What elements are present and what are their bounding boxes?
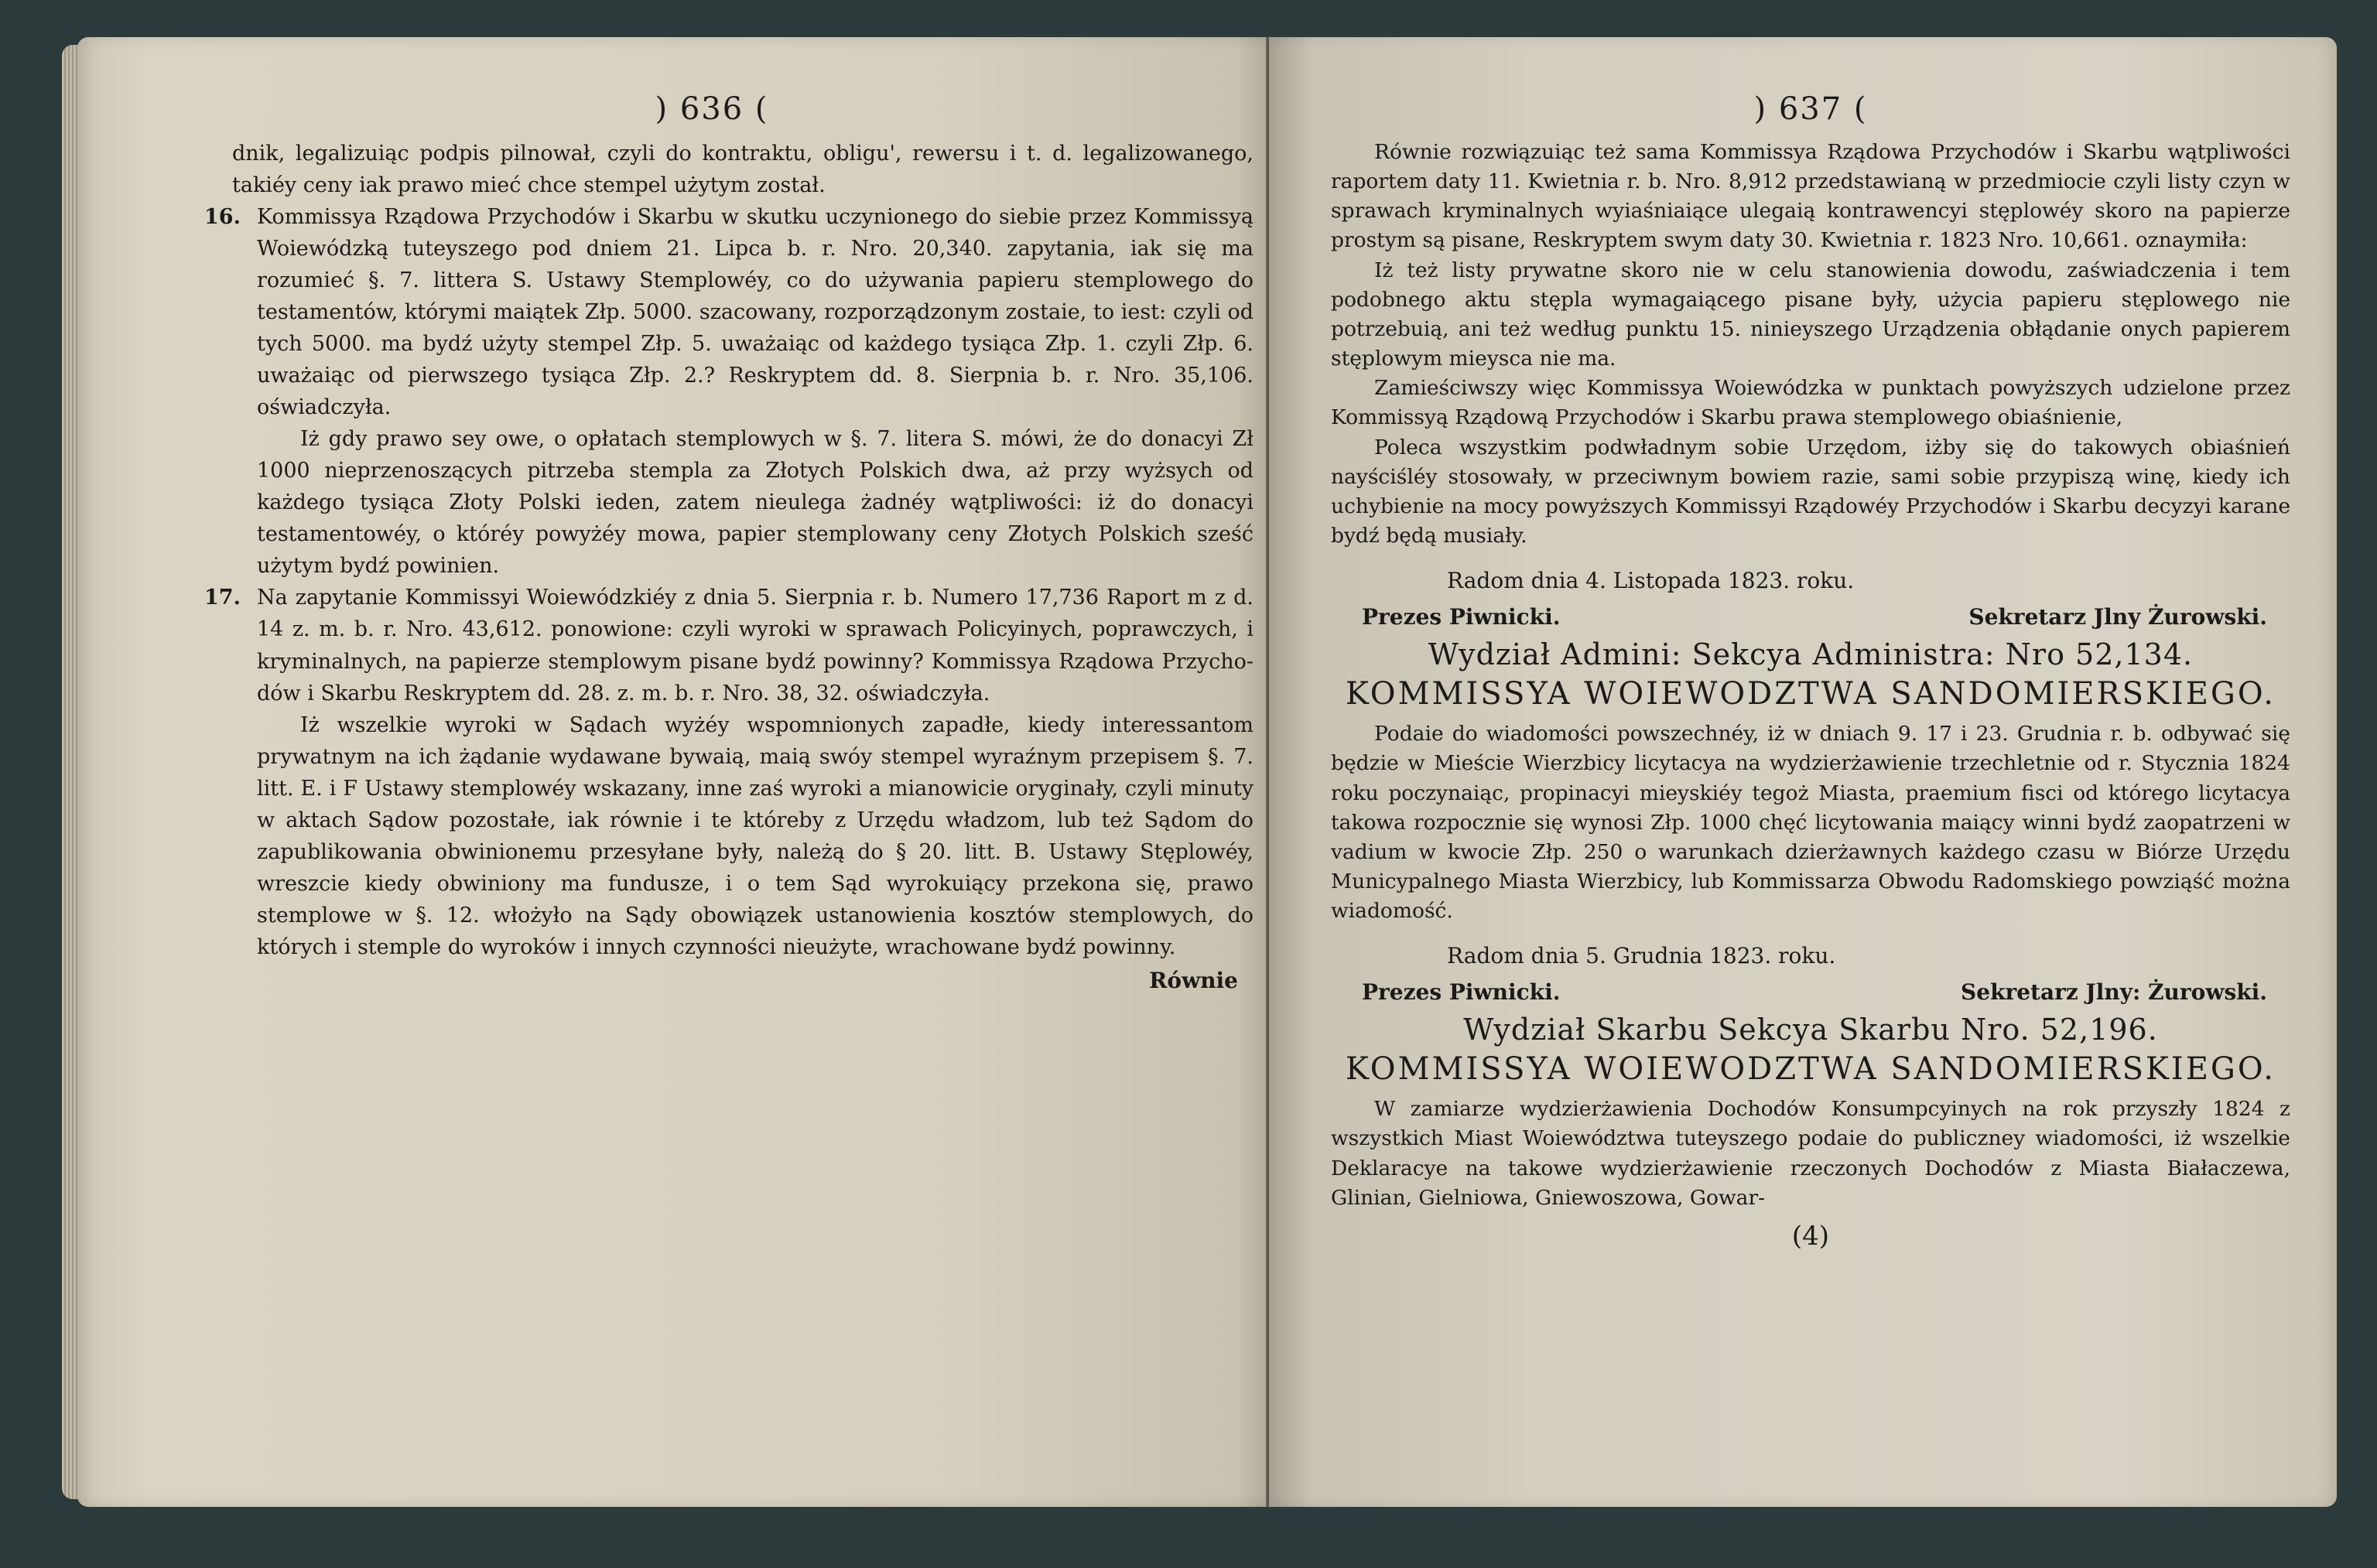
left-page bbox=[77, 37, 1284, 1507]
item-16-number: 16. bbox=[204, 205, 241, 230]
item-17-number: 17. bbox=[204, 586, 241, 610]
right-page bbox=[1269, 37, 2337, 1507]
department-1: Wydział Admini: Sekcya Administra: Nro 52,134. bbox=[1428, 637, 2194, 672]
signature-mark: (4) bbox=[1791, 1220, 1830, 1252]
item-16-text2: Iż gdy prawo sey owe, o opłatach stemplowych w §. 7. litera S. mówi, że do donacyi Zł 1000 nieprzenoszących pitrzeba stempla za Złotych Polskich dwa, aż przy wyżsych od każdego tysiąca Złoty Polski ieden, zatem nieulega żadnéy wątpliwości: iż do donacyi testamentowéy, o któréy powyżéy mowa, papier stemplowany ceny Złotych Polskich sześć użytym bydź powinien. bbox=[257, 427, 1253, 579]
item-16-text: Kommissya Rządowa Przychodów i Skarbu w skutku uczynionego do siebie przez Kommissyą Woiewódzką tuteyszego pod dniem 21. Lipca b. r. Nro. 20,340. zapytania, iak się ma rozumieć §. 7. littera S. Ustawy Stemplowéy, co do używania papieru stemplowego do testamentów, którymi maiątek Złp. 5000. szacowany, rozporządzonym zostaie, to iest: czyli od tych 5000. ma bydź użyty stempel Złp. 5. uważaiąc od każdego tysiąca Złp. 1. czyli Złp. 6. uważaiąc od pierwszego tysiąca Złp. 2.? Reskryptem dd. 8. Sierpnia b. r. Nro. 35,106. oświadczyła. bbox=[257, 205, 1253, 420]
heading-1: KOMMISSYA WOIEWODZTWA SANDOMIERSKIEGO. bbox=[1345, 676, 2276, 712]
catchword: Równie bbox=[1149, 967, 1238, 993]
date-2: Radom dnia 5. Grudnia 1823. roku. bbox=[1447, 943, 1836, 969]
department-2: Wydział Skarbu Sekcya Skarbu Nro. 52,196. bbox=[1463, 1013, 2158, 1047]
item-17-text2: Iż wszelkie wyroki w Sądach wyżéy wspomnionych zapadłe, kiedy interessantom prywatnym na ich żądanie wydawane bywaią, maią swóy stempel wyraźnym przepisem §. 7. litt. E. i F Ustawy stemplowéy wskazany, inne zaś wyroki a mianowicie oryginały, czyli minuty w aktach Sądow pozostałe, iak równie i te któreby z Urzędu władzom, lub też Sądom do zapublikowania obwinionemu przesyłane były, należą do § 20. litt. B. Ustawy Stęplowéy, wreszcie kiedy obwiniony ma fundusze, i o tem Sąd wyrokuiący przekona się, prawo stemplowe w §. 12. włożyło na Sądy obowiązek ustanowienia kosztów stemplowych, do których i stemple do wyroków i innych czynności nieużyte, wrachowane bydź powinny. bbox=[257, 712, 1253, 959]
president-signature-1: Prezes Piwnicki. bbox=[1362, 604, 1561, 630]
date-1: Radom dnia 4. Listopada 1823. roku. bbox=[1447, 568, 1855, 594]
paragraph-1: Równie rozwiązuiąc też sama Kommissya Rządowa Przychodów i Skarbu wątpliwości raportem daty 11. Kwietnia r. b. Nro. 8,912 przedstawianą w przedmiocie czyli listy czyn w sprawach kryminalnych wyiaśniaiące ulegaią kontrawencyi stęplowéy skoro na papierze prostym są pisane, Reskryptem swym daty 30. Kwietnia r. 1823 Nro. 10,661. oznaymiła: bbox=[1331, 140, 2290, 253]
item-17 bbox=[204, 582, 1253, 962]
paragraph-continued: dnik, legalizuiąc podpis pilnował, czyli do kontraktu, obligu', rewersu i t. d. legalizowanego, takiéy ceny iak prawo mieć chce stempel użytym został. bbox=[232, 142, 1253, 198]
paragraph-5: Podaie do wiadomości powszechnéy, iż w dniach 9. 17 i 23. Grudnia r. b. odbywać się będzie w Mieście Wierzbicy licytacya na wydzierżawienie trzechletnie od r. Stycznia 1824 roku poczynaiąc, propinacyi mieyskiéy tegoż Miasta, praemium fisci od którego licytacya takowa rozpocznie się wynosi Złp. 1000 chęć licytowania maiący winni bydź zaopatrzeni w vadium w kwocie Złp. 250 o warunkach dzierżawnych każdego czasu w Biórze Urzędu Municypalnego Miasta Wierzbicy, lub Kommissarza Obwodu Radomskiego powziąść można wiadomość. bbox=[1331, 722, 2290, 924]
signature-line-1 bbox=[1362, 604, 2267, 630]
open-book bbox=[62, 37, 2352, 1538]
paragraph-2: Iż też listy prywatne skoro nie w celu stanowienia dowodu, zaświadczenia i tem podobnego aktu stępla wymagaiącego pisane były, użycia papieru stęplowego nie potrzebuią, ani też według punktu 15. ninieyszego Urządzenia obłądanie onych papierem stęplowym mieysca nie ma. bbox=[1331, 258, 2290, 371]
page-number-right: ) 637 ( bbox=[1753, 91, 1868, 127]
paragraph-3: Zamieściwszy więc Kommissya Woiewódzka w punktach powyższych udzielone przez Kommissyą Rządową Przychodów i Skarbu prawa stemplowego obiaśnienie, bbox=[1331, 376, 2290, 430]
heading-2: KOMMISSYA WOIEWODZTWA SANDOMIERSKIEGO. bbox=[1345, 1051, 2276, 1088]
item-17-text: Na zapytanie Kommissyi Woiewódzkiéy z dnia 5. Sierpnia r. b. Numero 17,736 Raport m z d. 14 z. m. b. r. Nro. 43,612. ponowione: czyli wyroki w sprawach Policyinych, poprawczych, i kryminalnych, na papierze stemplowym pisane bydź powinny? Kommissya Rządowa Przychodów i Skarbu Reskryptem dd. 28. z. m. b. r. Nro. 38, 32. oświadczyła. bbox=[257, 586, 1253, 705]
paragraph-4: Poleca wszystkim podwładnym sobie Urzędom, iżby się do takowych obiaśnień nayściśléy stosowały, w przeciwnym bowiem razie, sami sobie przypiszą winę, kiedy ich uchybienie na mocy powyższych Kommissyi Rządowéy Przychodów i Skarbu decyzyi karane bydź będą musiały. bbox=[1331, 435, 2290, 548]
president-signature-2: Prezes Piwnicki. bbox=[1362, 979, 1561, 1006]
secretary-signature-2: Sekretarz Jlny: Żurowski. bbox=[1961, 979, 2267, 1006]
signature-line-2 bbox=[1362, 979, 2267, 1005]
paragraph-6: W zamiarze wydzierżawienia Dochodów Konsumpcyinych na rok przyszły 1824 z wszystkich Miast Woiewództwa tuteyszego podaie do publiczney wiadomości, iż wszelkie Deklaracye na takowe wydzierżawienie rzeczonych Dochodów z Miasta Białaczewa, Glinian, Gielniowa, Gniewoszowa, Gowar- bbox=[1331, 1097, 2290, 1210]
item-16 bbox=[204, 201, 1253, 582]
page-number-left: ) 636 ( bbox=[655, 91, 769, 127]
secretary-signature-1: Sekretarz Jlny Żurowski. bbox=[1968, 604, 2267, 630]
